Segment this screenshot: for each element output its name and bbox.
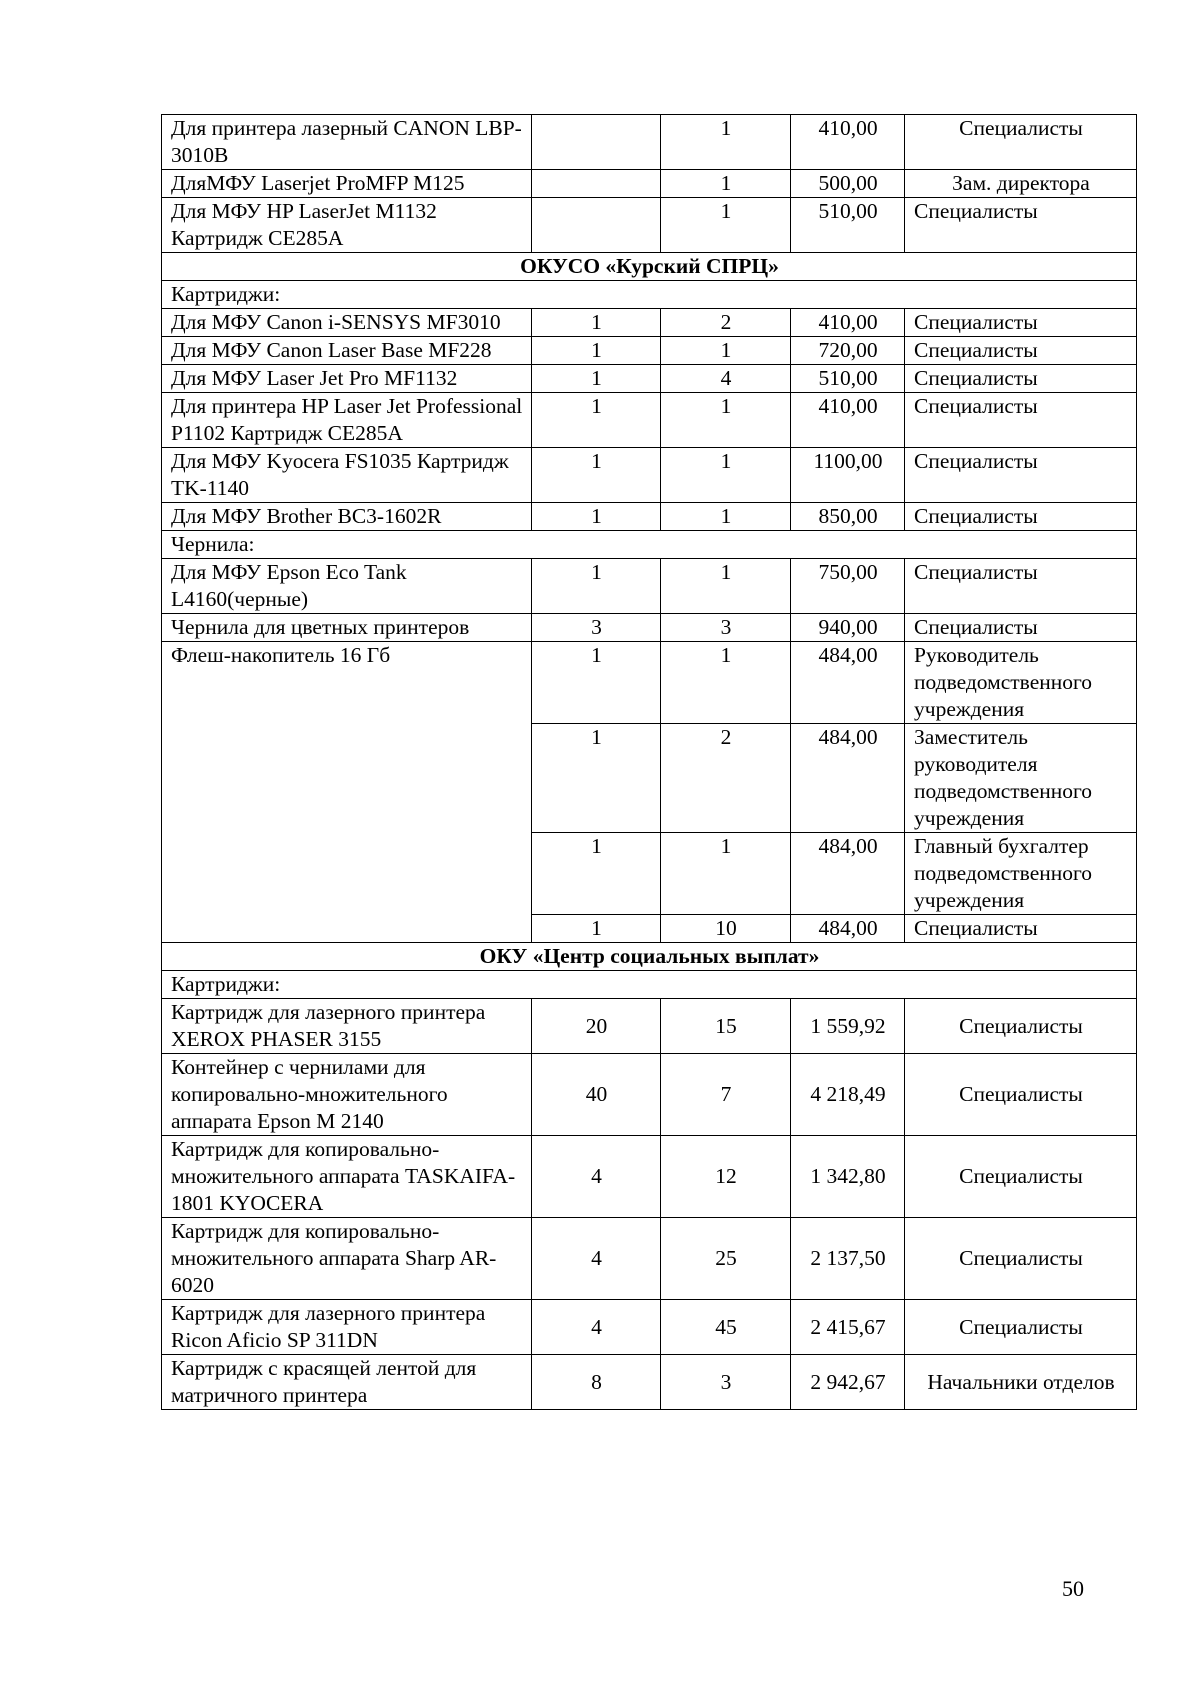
- price-cell: 4 218,49: [791, 1054, 905, 1136]
- qty-cell: 1: [532, 393, 661, 448]
- qty-cell: 1: [532, 559, 661, 614]
- qty-cell: [532, 115, 661, 170]
- qty-cell: 8: [532, 1355, 661, 1410]
- qty-cell: 1: [532, 915, 661, 943]
- subgroup-row: [162, 281, 1137, 309]
- price-cell: 720,00: [791, 337, 905, 365]
- item-name-cell: ДляМФУ Laserjet ProMFP M125: [162, 170, 532, 198]
- price-cell: 850,00: [791, 503, 905, 531]
- position-cell: Специалисты: [905, 999, 1137, 1054]
- table-row: [162, 999, 1137, 1054]
- qty-cell: 1: [532, 365, 661, 393]
- table-row: [162, 642, 1137, 724]
- term-cell: 45: [661, 1300, 791, 1355]
- price-cell: 750,00: [791, 559, 905, 614]
- subgroup-row: [162, 531, 1137, 559]
- qty-cell: 3: [532, 614, 661, 642]
- qty-cell: 1: [532, 309, 661, 337]
- position-cell: Специалисты: [905, 365, 1137, 393]
- table-row: [162, 1300, 1137, 1355]
- position-cell: Специалисты: [905, 198, 1137, 253]
- qty-cell: [532, 198, 661, 253]
- price-cell: 484,00: [791, 915, 905, 943]
- document-page: [161, 114, 1136, 1410]
- position-cell: Начальники отделов: [905, 1355, 1137, 1410]
- term-cell: 1: [661, 642, 791, 724]
- position-cell: Главный бухгалтер подведомственного учреждения: [905, 833, 1137, 915]
- position-cell: Специалисты: [905, 448, 1137, 503]
- item-name-cell: Для принтера HP Laser Jet Professional P1102 Картридж CE285A: [162, 393, 532, 448]
- qty-cell: 1: [532, 503, 661, 531]
- item-name-cell: Для МФУ Canon Laser Base MF228: [162, 337, 532, 365]
- position-cell: Специалисты: [905, 503, 1137, 531]
- qty-cell: 20: [532, 999, 661, 1054]
- price-cell: 2 942,67: [791, 1355, 905, 1410]
- position-cell: Заместитель руководителя подведомственного учреждения: [905, 724, 1137, 833]
- section-header-row: [162, 253, 1137, 281]
- term-cell: 15: [661, 999, 791, 1054]
- qty-cell: 1: [532, 833, 661, 915]
- term-cell: 1: [661, 198, 791, 253]
- price-cell: 500,00: [791, 170, 905, 198]
- equipment-norms-table: [161, 114, 1137, 1410]
- position-cell: Специалисты: [905, 309, 1137, 337]
- table-row: [162, 337, 1137, 365]
- term-cell: 7: [661, 1054, 791, 1136]
- item-name-cell: Контейнер с чернилами для копировально-множительного аппарата Epson M 2140: [162, 1054, 532, 1136]
- term-cell: 1: [661, 393, 791, 448]
- table-row: [162, 198, 1137, 253]
- table-row: [162, 614, 1137, 642]
- position-cell: Специалисты: [905, 1054, 1137, 1136]
- table-row: [162, 393, 1137, 448]
- position-cell: Специалисты: [905, 115, 1137, 170]
- qty-cell: [532, 170, 661, 198]
- price-cell: 410,00: [791, 115, 905, 170]
- position-cell: Специалисты: [905, 1218, 1137, 1300]
- subgroup-label-cartridges: Картриджи:: [162, 281, 1137, 309]
- price-cell: 1 342,80: [791, 1136, 905, 1218]
- table-row: [162, 309, 1137, 337]
- term-cell: 3: [661, 1355, 791, 1410]
- page-number: 50: [1062, 1576, 1084, 1601]
- position-cell: Специалисты: [905, 559, 1137, 614]
- position-cell: Специалисты: [905, 1300, 1137, 1355]
- qty-cell: 4: [532, 1218, 661, 1300]
- price-cell: 484,00: [791, 724, 905, 833]
- price-cell: 2 137,50: [791, 1218, 905, 1300]
- term-cell: 1: [661, 337, 791, 365]
- term-cell: 3: [661, 614, 791, 642]
- price-cell: 410,00: [791, 393, 905, 448]
- section-title-kursk: ОКУСО «Курский СПРЦ»: [162, 253, 1137, 281]
- position-cell: Зам. директора: [905, 170, 1137, 198]
- position-cell: Руководитель подведомственного учреждения: [905, 642, 1137, 724]
- item-name-cell: Картридж для лазерного принтера Ricon Aficio SP 311DN: [162, 1300, 532, 1355]
- price-cell: 1 559,92: [791, 999, 905, 1054]
- table-row: [162, 559, 1137, 614]
- item-name-cell: Картридж для копировально-множительного аппарата Sharp AR-6020: [162, 1218, 532, 1300]
- table-row: [162, 503, 1137, 531]
- term-cell: 1: [661, 559, 791, 614]
- term-cell: 1: [661, 170, 791, 198]
- item-name-cell: Для МФУ Brother BC3-1602R: [162, 503, 532, 531]
- item-name-cell: Для МФУ Epson Eco Tank L4160(черные): [162, 559, 532, 614]
- qty-cell: 1: [532, 642, 661, 724]
- item-name-cell: Для МФУ Canon i-SENSYS MF3010: [162, 309, 532, 337]
- table-body: [162, 115, 1137, 1410]
- item-name-cell: Картридж с красящей лентой для матричного принтера: [162, 1355, 532, 1410]
- position-cell: Специалисты: [905, 337, 1137, 365]
- term-cell: 12: [661, 1136, 791, 1218]
- qty-cell: 4: [532, 1300, 661, 1355]
- qty-cell: 1: [532, 448, 661, 503]
- term-cell: 1: [661, 833, 791, 915]
- item-name-cell: Для МФУ Kyocera FS1035 Картридж TK-1140: [162, 448, 532, 503]
- table-row: [162, 1355, 1137, 1410]
- price-cell: 940,00: [791, 614, 905, 642]
- qty-cell: 40: [532, 1054, 661, 1136]
- position-cell: Специалисты: [905, 1136, 1137, 1218]
- term-cell: 10: [661, 915, 791, 943]
- price-cell: 1100,00: [791, 448, 905, 503]
- qty-cell: 4: [532, 1136, 661, 1218]
- table-row: [162, 115, 1137, 170]
- item-name-cell: Для МФУ Laser Jet Pro MF1132: [162, 365, 532, 393]
- section-header-row: [162, 943, 1137, 971]
- subgroup-label-ink: Чернила:: [162, 531, 1137, 559]
- table-row: [162, 170, 1137, 198]
- position-cell: Специалисты: [905, 393, 1137, 448]
- price-cell: 484,00: [791, 833, 905, 915]
- item-name-cell: Для МФУ HP LaserJet M1132 Картридж CE285A: [162, 198, 532, 253]
- term-cell: 2: [661, 724, 791, 833]
- subgroup-row: [162, 971, 1137, 999]
- price-cell: 410,00: [791, 309, 905, 337]
- term-cell: 1: [661, 115, 791, 170]
- item-name-cell: Картридж для лазерного принтера XEROX PHASER 3155: [162, 999, 532, 1054]
- price-cell: 510,00: [791, 365, 905, 393]
- term-cell: 1: [661, 448, 791, 503]
- price-cell: 510,00: [791, 198, 905, 253]
- item-name-cell: Картридж для копировально-множительного аппарата TASKAIFA-1801 KYOCERA: [162, 1136, 532, 1218]
- section-title-oku: ОКУ «Центр социальных выплат»: [162, 943, 1137, 971]
- term-cell: 2: [661, 309, 791, 337]
- table-row: [162, 1218, 1137, 1300]
- subgroup-label-cartridges: Картриджи:: [162, 971, 1137, 999]
- table-row: [162, 448, 1137, 503]
- item-name-cell: Флеш-накопитель 16 Гб: [162, 642, 532, 943]
- item-name-cell: Для принтера лазерный CANON LBP-3010B: [162, 115, 532, 170]
- price-cell: 484,00: [791, 642, 905, 724]
- term-cell: 1: [661, 503, 791, 531]
- term-cell: 4: [661, 365, 791, 393]
- term-cell: 25: [661, 1218, 791, 1300]
- table-row: [162, 1136, 1137, 1218]
- table-row: [162, 365, 1137, 393]
- qty-cell: 1: [532, 724, 661, 833]
- position-cell: Специалисты: [905, 915, 1137, 943]
- position-cell: Специалисты: [905, 614, 1137, 642]
- qty-cell: 1: [532, 337, 661, 365]
- price-cell: 2 415,67: [791, 1300, 905, 1355]
- item-name-cell: Чернила для цветных принтеров: [162, 614, 532, 642]
- table-row: [162, 1054, 1137, 1136]
